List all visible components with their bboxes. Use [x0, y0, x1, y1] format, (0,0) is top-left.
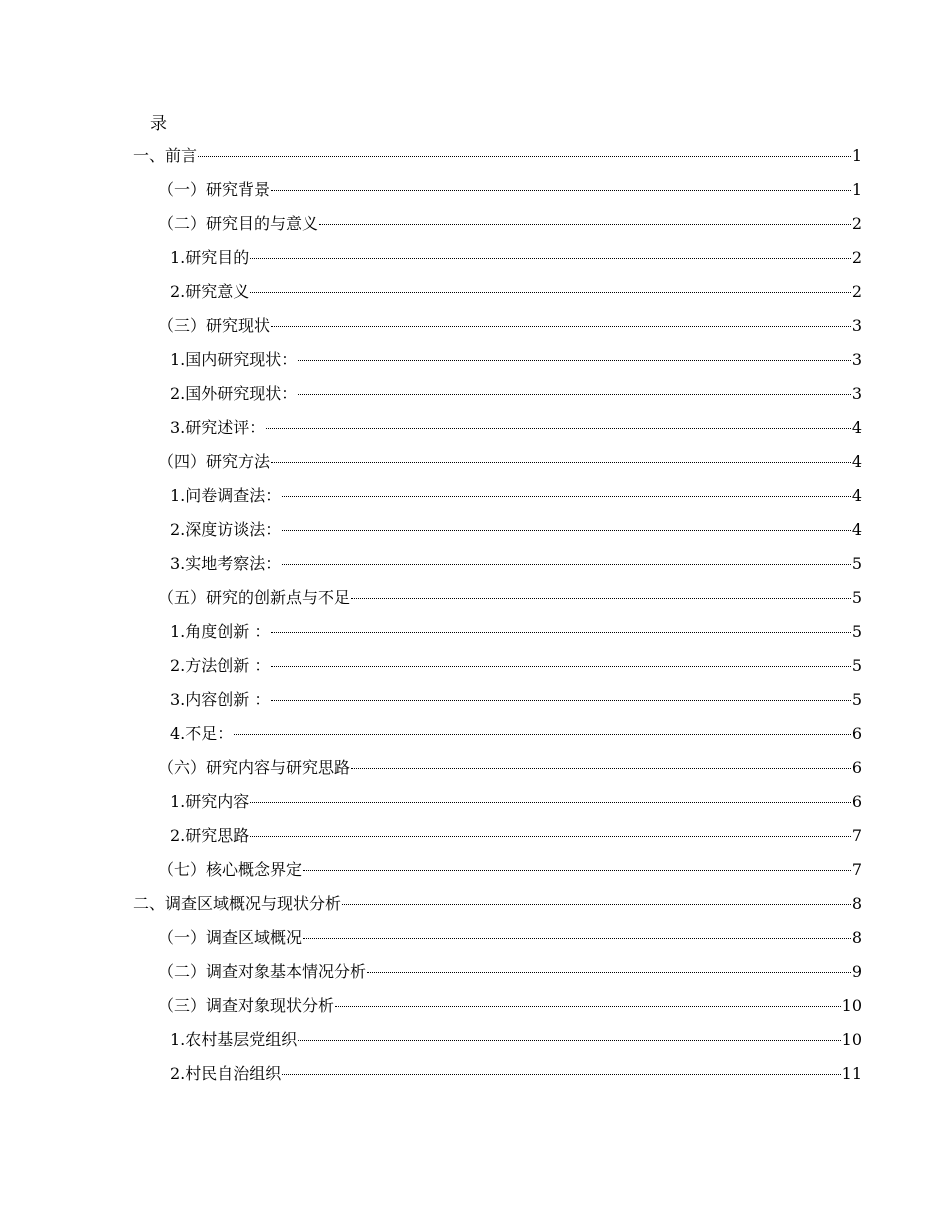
toc-entry-label: （二）研究目的与意义 [158, 214, 319, 233]
toc-entry-label: 1.研究内容 [170, 792, 250, 811]
toc-entry-page-number: 1 [851, 146, 862, 165]
toc-entry-label: （四）研究方法 [158, 452, 271, 471]
toc-entry-label: 1.农村基层党组织 [170, 1030, 298, 1049]
toc-entry-page-number: 5 [851, 622, 862, 641]
toc-entry[interactable] [133, 141, 862, 175]
toc-entry[interactable] [170, 243, 862, 277]
dot-leader [250, 292, 851, 293]
toc-entry-page-number: 2 [851, 282, 862, 301]
dot-leader [303, 870, 851, 871]
toc-entry[interactable] [158, 753, 862, 787]
toc-entry-page-number: 5 [851, 656, 862, 675]
toc-entry[interactable] [170, 821, 862, 855]
toc-entry[interactable] [170, 1059, 862, 1093]
toc-entry-label: 3.内容创新 ： [170, 690, 271, 709]
toc-entry-page-number: 6 [851, 724, 862, 743]
dot-leader [271, 666, 850, 667]
toc-entry-label: 3.研究述评： [170, 418, 266, 437]
dot-leader [282, 530, 851, 531]
dot-leader [335, 1006, 841, 1007]
dot-leader [298, 1040, 840, 1041]
toc-entry-page-number: 3 [851, 350, 862, 369]
dot-leader [351, 598, 851, 599]
toc-entry-label: （七）核心概念界定 [158, 860, 303, 879]
toc-entry[interactable] [158, 855, 862, 889]
toc-entry[interactable] [133, 889, 862, 923]
dot-leader [271, 190, 851, 191]
dot-leader [266, 428, 851, 429]
toc-entry-label: （一）调查区域概况 [158, 928, 303, 947]
toc-entry-page-number: 9 [851, 962, 862, 981]
toc-title: 录 [150, 114, 167, 134]
toc-entry-page-number: 3 [851, 384, 862, 403]
dot-leader [234, 734, 851, 735]
toc-entry-label: 2.研究意义 [170, 282, 250, 301]
dot-leader [271, 326, 851, 327]
toc-entry-page-number: 5 [851, 554, 862, 573]
dot-leader [250, 258, 851, 259]
toc-entry-page-number: 10 [841, 1030, 862, 1049]
toc-entry[interactable] [158, 209, 862, 243]
toc-entry-label: 1.研究目的 [170, 248, 250, 267]
dot-leader [282, 496, 851, 497]
toc-entry-label: 1.问卷调查法： [170, 486, 282, 505]
dot-leader [250, 802, 851, 803]
toc-entry-page-number: 1 [851, 180, 862, 199]
dot-leader [250, 836, 851, 837]
toc-entry-page-number: 4 [851, 452, 862, 471]
toc-entry[interactable] [170, 379, 862, 413]
toc-entry-label: 2.方法创新 ： [170, 656, 271, 675]
toc-entry-page-number: 10 [841, 996, 862, 1015]
dot-leader [198, 156, 851, 157]
toc-entry-label: （三）研究现状 [158, 316, 271, 335]
toc-entry-page-number: 4 [851, 486, 862, 505]
toc-entry-label: 2.国外研究现状： [170, 384, 298, 403]
toc-entry-page-number: 6 [851, 758, 862, 777]
dot-leader [298, 394, 851, 395]
toc-entry-page-number: 7 [851, 826, 862, 845]
toc-entry[interactable] [158, 957, 862, 991]
toc-entry-label: （一）研究背景 [158, 180, 271, 199]
toc-entry-label: 二、调查区域概况与现状分析 [133, 894, 342, 913]
toc-entry-page-number: 6 [851, 792, 862, 811]
toc-entry[interactable] [170, 413, 862, 447]
toc-entry[interactable] [158, 447, 862, 481]
toc-entry-label: 2.深度访谈法： [170, 520, 282, 539]
dot-leader [282, 1074, 840, 1075]
toc-entry[interactable] [170, 481, 862, 515]
toc-entry-label: （三）调查对象现状分析 [158, 996, 335, 1015]
toc-entry-label: 3.实地考察法： [170, 554, 282, 573]
toc-entry-label: （五）研究的创新点与不足 [158, 588, 351, 607]
toc-entry[interactable] [158, 175, 862, 209]
toc-entry[interactable] [170, 719, 862, 753]
toc-entry-page-number: 4 [851, 418, 862, 437]
dot-leader [298, 360, 851, 361]
toc-entry-label: 一、前言 [133, 146, 198, 165]
toc-entry[interactable] [170, 345, 862, 379]
toc-entry-page-number: 11 [841, 1064, 862, 1083]
toc-entry-page-number: 5 [851, 690, 862, 709]
toc-entry[interactable] [158, 583, 862, 617]
toc-entry-label: 1.国内研究现状： [170, 350, 298, 369]
toc-entry[interactable] [170, 685, 862, 719]
toc-entry-label: （二）调查对象基本情况分析 [158, 962, 367, 981]
toc-entry-page-number: 2 [851, 248, 862, 267]
toc-entry[interactable] [170, 549, 862, 583]
toc-entry-page-number: 8 [851, 894, 862, 913]
toc-entry-page-number: 2 [851, 214, 862, 233]
toc-list [0, 141, 950, 1093]
toc-entry[interactable] [170, 515, 862, 549]
toc-entry-page-number: 8 [851, 928, 862, 947]
toc-entry-label: 2.研究思路 [170, 826, 250, 845]
toc-entry-page-number: 5 [851, 588, 862, 607]
toc-entry-page-number: 3 [851, 316, 862, 335]
dot-leader [351, 768, 851, 769]
toc-entry-label: 4.不足： [170, 724, 234, 743]
toc-entry[interactable] [170, 277, 862, 311]
dot-leader [367, 972, 851, 973]
toc-entry-page-number: 4 [851, 520, 862, 539]
toc-entry[interactable] [170, 787, 862, 821]
toc-entry-page-number: 7 [851, 860, 862, 879]
dot-leader [303, 938, 851, 939]
dot-leader [342, 904, 851, 905]
dot-leader [319, 224, 851, 225]
toc-entry[interactable] [158, 923, 862, 957]
toc-entry[interactable] [170, 1025, 862, 1059]
toc-entry-label: （六）研究内容与研究思路 [158, 758, 351, 777]
toc-entry[interactable] [170, 651, 862, 685]
dot-leader [271, 632, 850, 633]
toc-entry-label: 2.村民自治组织 [170, 1064, 282, 1083]
dot-leader [282, 564, 851, 565]
toc-entry-label: 1.角度创新 ： [170, 622, 271, 641]
toc-entry[interactable] [158, 991, 862, 1025]
dot-leader [271, 700, 850, 701]
toc-entry[interactable] [170, 617, 862, 651]
toc-entry[interactable] [158, 311, 862, 345]
dot-leader [271, 462, 851, 463]
